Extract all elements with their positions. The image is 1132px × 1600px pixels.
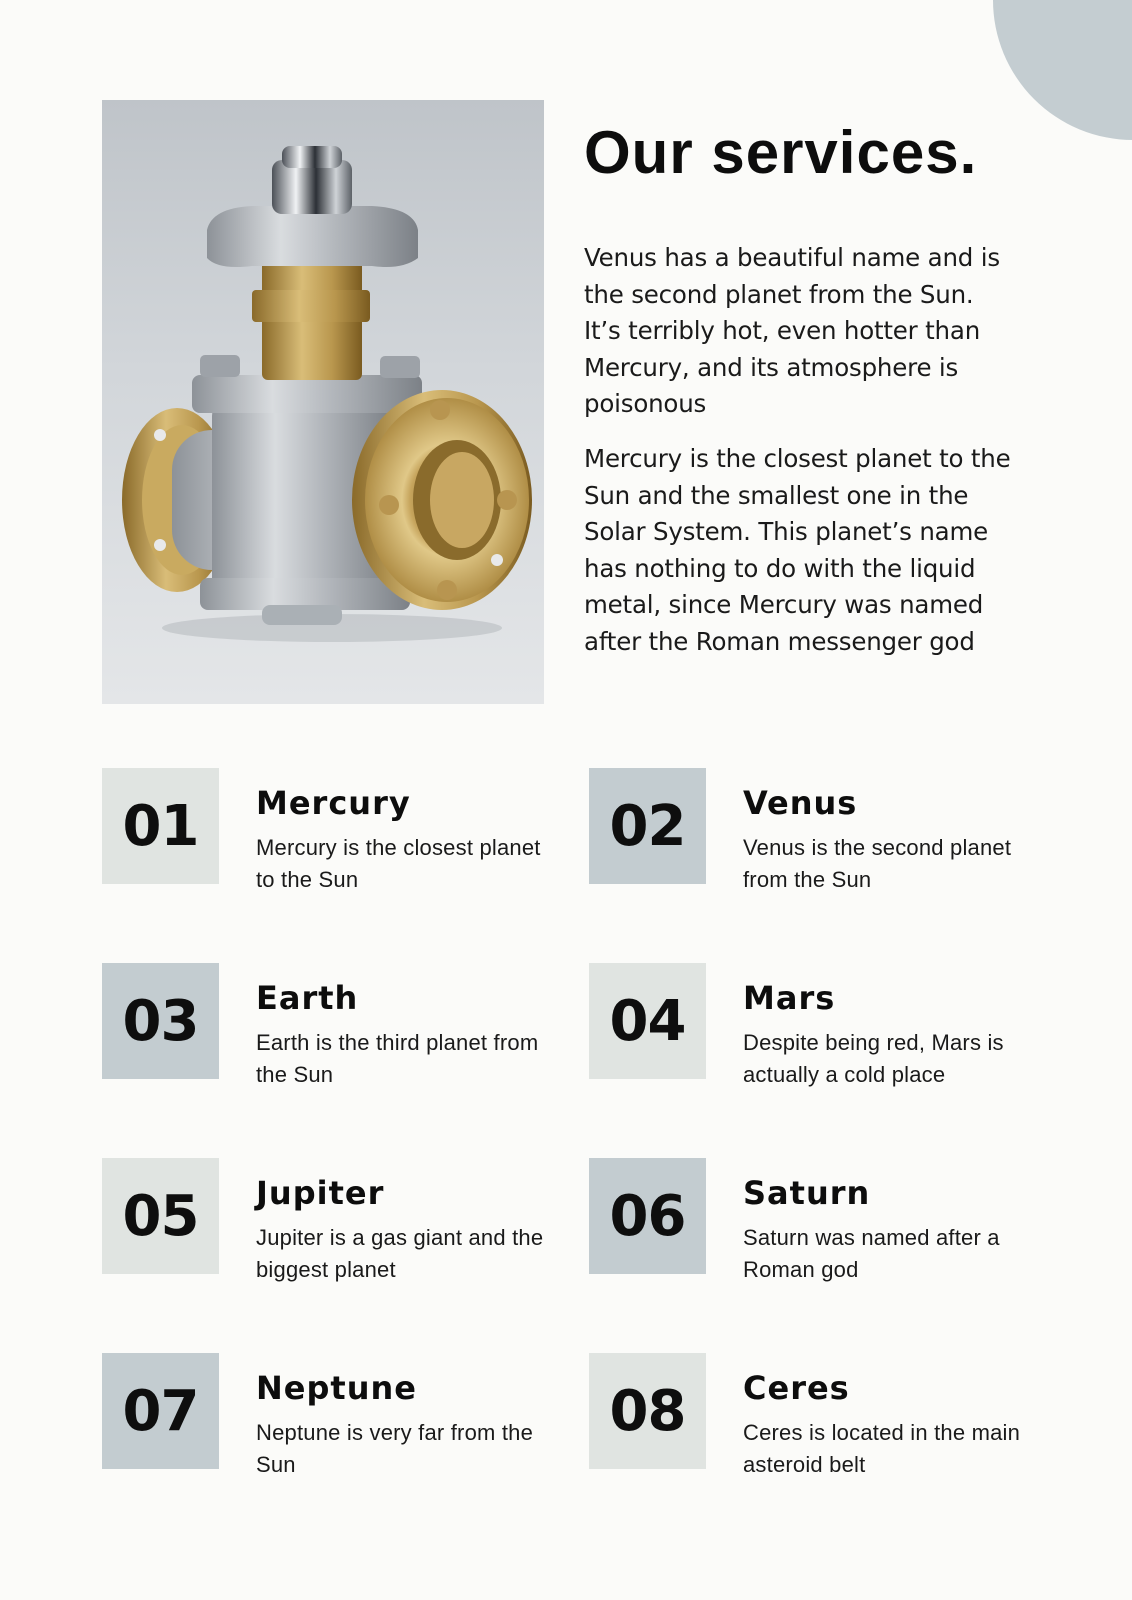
service-title: Mars [743,979,836,1017]
service-item-saturn [589,1158,1039,1282]
service-description: Mercury is the closest planet to the Sun [256,835,541,892]
page-title: Our services. [584,119,978,186]
service-item-ceres [589,1353,1039,1477]
service-description: Neptune is very far from the Sun [256,1420,534,1477]
service-item-mercury [102,768,552,892]
service-title: Venus [743,784,858,822]
service-item-earth [102,963,552,1087]
service-title: Neptune [256,1369,417,1407]
intro-paragraph-venus: Venus has a beautiful name and is the second planet from the Sun. It’s terribly hot, even hotter than Mercury, and its atmosphere is poisonous [584,243,1000,418]
service-description: Earth is the third planet from the Sun [256,1030,539,1087]
service-item-mars [589,963,1039,1087]
valve-illustration [102,100,544,704]
service-title: Mercury [256,784,411,822]
service-title: Jupiter [256,1174,385,1212]
service-number-badge: 01 [102,768,219,884]
service-item-venus [589,768,1039,892]
service-number-badge: 05 [102,1158,219,1274]
intro-paragraph-mercury: Mercury is the closest planet to the Sun and the smallest one in the Solar System. This planet’s name has nothing to do with the liquid metal, since Mercury was named after the Roman messenger god [584,444,1011,656]
service-description: Venus is the second planet from the Sun [743,835,1012,892]
service-number-badge: 03 [102,963,219,1079]
service-description: Jupiter is a gas giant and the biggest planet [256,1225,544,1282]
service-item-neptune [102,1353,552,1477]
service-number-badge: 02 [589,768,706,884]
service-number-badge: 06 [589,1158,706,1274]
service-title: Saturn [743,1174,871,1212]
service-description: Saturn was named after a Roman god [743,1225,1000,1282]
valve-product-image [102,100,544,704]
service-number-badge: 04 [589,963,706,1079]
service-description: Ceres is located in the main asteroid belt [743,1420,1021,1477]
decorative-corner-circle [993,0,1132,140]
service-title: Ceres [743,1369,850,1407]
service-item-jupiter [102,1158,552,1282]
service-description: Despite being red, Mars is actually a cold place [743,1030,1004,1087]
service-title: Earth [256,979,359,1017]
service-number-badge: 08 [589,1353,706,1469]
service-number-badge: 07 [102,1353,219,1469]
